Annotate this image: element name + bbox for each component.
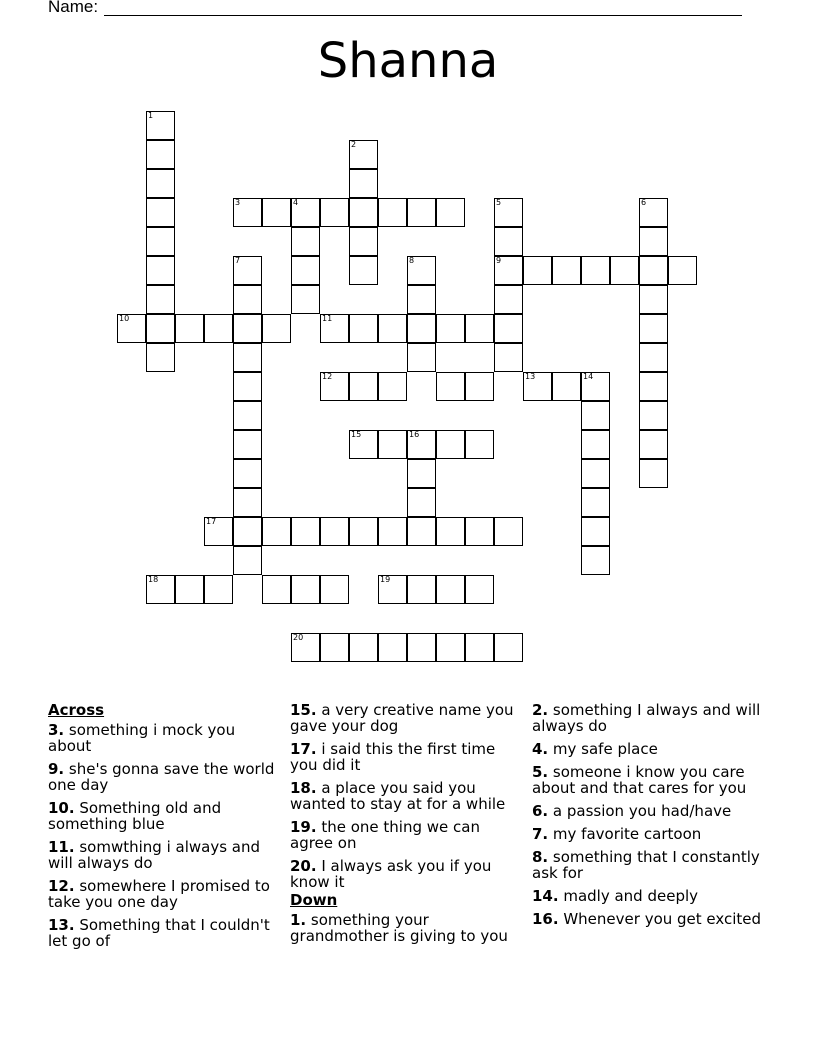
crossword-cell[interactable] bbox=[320, 198, 349, 227]
crossword-cell[interactable] bbox=[349, 372, 378, 401]
crossword-cell[interactable] bbox=[581, 430, 610, 459]
clue bbox=[48, 761, 278, 793]
crossword-cell[interactable] bbox=[639, 227, 668, 256]
crossword-cell[interactable] bbox=[436, 430, 465, 459]
crossword-cell[interactable] bbox=[494, 633, 523, 662]
clue-number: 3. bbox=[48, 721, 65, 739]
crossword-cell[interactable] bbox=[146, 111, 175, 140]
clues-column-middle bbox=[290, 702, 520, 951]
crossword-cell[interactable] bbox=[262, 517, 291, 546]
crossword-cell[interactable] bbox=[262, 314, 291, 343]
clue bbox=[290, 858, 520, 890]
crossword-cell[interactable] bbox=[523, 372, 552, 401]
crossword-cell[interactable] bbox=[233, 285, 262, 314]
crossword-cell[interactable] bbox=[378, 633, 407, 662]
crossword-cell[interactable] bbox=[465, 575, 494, 604]
crossword-cell[interactable] bbox=[175, 575, 204, 604]
crossword-cell[interactable] bbox=[233, 372, 262, 401]
crossword-cell[interactable] bbox=[639, 285, 668, 314]
clue-text: somwthing i always and will always do bbox=[48, 838, 261, 872]
clue bbox=[48, 878, 278, 910]
crossword-cell[interactable] bbox=[581, 459, 610, 488]
clue-text: something i mock you about bbox=[48, 721, 236, 755]
cell-number: 7 bbox=[235, 256, 241, 265]
crossword-cell[interactable] bbox=[146, 343, 175, 372]
crossword-cell[interactable] bbox=[117, 314, 146, 343]
crossword-cell[interactable] bbox=[552, 256, 581, 285]
crossword-cell[interactable] bbox=[233, 459, 262, 488]
clues-column-left bbox=[48, 702, 278, 956]
crossword-cell[interactable] bbox=[639, 198, 668, 227]
clue bbox=[48, 722, 278, 754]
clues-column-right bbox=[532, 702, 762, 934]
crossword-cell[interactable] bbox=[146, 169, 175, 198]
crossword-cell[interactable] bbox=[349, 169, 378, 198]
cell-number: 16 bbox=[409, 430, 420, 439]
crossword-cell[interactable] bbox=[581, 256, 610, 285]
clue-text: she's gonna save the world one day bbox=[48, 760, 275, 794]
crossword-cell[interactable] bbox=[233, 517, 262, 546]
crossword-cell[interactable] bbox=[291, 198, 320, 227]
clue-number: 4. bbox=[532, 740, 549, 758]
crossword-cell[interactable] bbox=[407, 343, 436, 372]
cell-number: 17 bbox=[206, 517, 217, 526]
down-heading: Down bbox=[290, 891, 338, 909]
clue-number: 16. bbox=[532, 910, 559, 928]
cell-number: 9 bbox=[496, 256, 502, 265]
cell-number: 10 bbox=[119, 314, 130, 323]
clue-text: I always ask you if you know it bbox=[290, 857, 492, 891]
clue-number: 18. bbox=[290, 779, 317, 797]
crossword-cell[interactable] bbox=[291, 517, 320, 546]
crossword-cell[interactable] bbox=[233, 488, 262, 517]
crossword-cell[interactable] bbox=[494, 314, 523, 343]
across-heading: Across bbox=[48, 701, 105, 719]
down-clue-list bbox=[290, 912, 520, 944]
crossword-cell[interactable] bbox=[494, 343, 523, 372]
clue bbox=[48, 917, 278, 949]
crossword-cell[interactable] bbox=[349, 633, 378, 662]
clue bbox=[532, 888, 762, 904]
crossword-cell[interactable] bbox=[233, 198, 262, 227]
clue-text: the one thing we can agree on bbox=[290, 818, 480, 852]
crossword-cell[interactable] bbox=[262, 198, 291, 227]
clue-text: madly and deeply bbox=[558, 887, 699, 905]
clue-text: my safe place bbox=[548, 740, 658, 758]
clue bbox=[48, 839, 278, 871]
crossword-cell[interactable] bbox=[349, 227, 378, 256]
crossword-cell[interactable] bbox=[204, 575, 233, 604]
crossword-cell[interactable] bbox=[349, 140, 378, 169]
clue-text: something that I constantly ask for bbox=[532, 848, 760, 882]
cell-number: 11 bbox=[322, 314, 333, 323]
crossword-cell[interactable] bbox=[610, 256, 639, 285]
crossword-cell[interactable] bbox=[639, 401, 668, 430]
cell-number: 1 bbox=[148, 111, 154, 120]
crossword-cell[interactable] bbox=[175, 314, 204, 343]
clue-text: something I always and will always do bbox=[532, 701, 761, 735]
crossword-cell[interactable] bbox=[378, 430, 407, 459]
clue-text: a very creative name you gave your dog bbox=[290, 701, 514, 735]
crossword-cell[interactable] bbox=[378, 517, 407, 546]
crossword-cell[interactable] bbox=[494, 285, 523, 314]
clue bbox=[290, 780, 520, 812]
crossword-cell[interactable] bbox=[378, 198, 407, 227]
crossword-cell[interactable] bbox=[320, 517, 349, 546]
cell-number: 19 bbox=[380, 575, 391, 584]
crossword-cell[interactable] bbox=[407, 575, 436, 604]
cell-number: 14 bbox=[583, 372, 594, 381]
across-clue-list bbox=[48, 722, 278, 949]
crossword-cell[interactable] bbox=[668, 256, 697, 285]
name-label: Name: bbox=[48, 0, 99, 16]
clue-number: 17. bbox=[290, 740, 317, 758]
clue-text: somewhere I promised to take you one day bbox=[48, 877, 270, 911]
crossword-cell[interactable] bbox=[581, 546, 610, 575]
cell-number: 3 bbox=[235, 198, 241, 207]
clue bbox=[532, 741, 762, 757]
clue-number: 19. bbox=[290, 818, 317, 836]
across-clue-list-continued bbox=[290, 702, 520, 890]
clue-text: Something that I couldn't let go of bbox=[48, 916, 270, 950]
crossword-cell[interactable] bbox=[552, 372, 581, 401]
clue-number: 9. bbox=[48, 760, 65, 778]
crossword-cell[interactable] bbox=[262, 575, 291, 604]
crossword-cell[interactable] bbox=[407, 488, 436, 517]
crossword-cell[interactable] bbox=[146, 285, 175, 314]
crossword-cell[interactable] bbox=[436, 633, 465, 662]
crossword-cell[interactable] bbox=[146, 314, 175, 343]
crossword-cell[interactable] bbox=[581, 488, 610, 517]
crossword-cell[interactable] bbox=[639, 343, 668, 372]
clue bbox=[48, 800, 278, 832]
crossword-cell[interactable] bbox=[146, 140, 175, 169]
crossword-cell[interactable] bbox=[146, 575, 175, 604]
crossword-cell[interactable] bbox=[436, 198, 465, 227]
crossword-cell[interactable] bbox=[204, 314, 233, 343]
crossword-cell[interactable] bbox=[233, 546, 262, 575]
crossword-cell[interactable] bbox=[320, 633, 349, 662]
crossword-cell[interactable] bbox=[639, 314, 668, 343]
cell-number: 4 bbox=[293, 198, 299, 207]
crossword-cell[interactable] bbox=[291, 285, 320, 314]
crossword-cell[interactable] bbox=[581, 401, 610, 430]
down-clue-list-continued bbox=[532, 702, 762, 927]
clue bbox=[290, 819, 520, 851]
clue-number: 11. bbox=[48, 838, 75, 856]
crossword-cell[interactable] bbox=[204, 517, 233, 546]
clue bbox=[290, 702, 520, 734]
crossword-cell[interactable] bbox=[407, 633, 436, 662]
clue-text: a place you said you wanted to stay at for a while bbox=[290, 779, 506, 813]
clue-number: 6. bbox=[532, 802, 549, 820]
clue-number: 7. bbox=[532, 825, 549, 843]
cell-number: 20 bbox=[293, 633, 304, 642]
crossword-cell[interactable] bbox=[494, 517, 523, 546]
cell-number: 15 bbox=[351, 430, 362, 439]
crossword-cell[interactable] bbox=[233, 430, 262, 459]
cell-number: 6 bbox=[641, 198, 647, 207]
crossword-cell[interactable] bbox=[233, 256, 262, 285]
cell-number: 2 bbox=[351, 140, 357, 149]
crossword-cell[interactable] bbox=[639, 430, 668, 459]
crossword-cell[interactable] bbox=[436, 517, 465, 546]
crossword-cell[interactable] bbox=[291, 227, 320, 256]
crossword-cell[interactable] bbox=[233, 343, 262, 372]
crossword-cell[interactable] bbox=[581, 372, 610, 401]
clue-number: 20. bbox=[290, 857, 317, 875]
clue-number: 10. bbox=[48, 799, 75, 817]
clue bbox=[532, 849, 762, 881]
clue-text: Whenever you get excited bbox=[558, 910, 762, 928]
clue-number: 8. bbox=[532, 848, 549, 866]
clue bbox=[532, 803, 762, 819]
crossword-cell[interactable] bbox=[465, 430, 494, 459]
crossword-cell[interactable] bbox=[146, 198, 175, 227]
clue-number: 15. bbox=[290, 701, 317, 719]
clue bbox=[290, 912, 520, 944]
cell-number: 13 bbox=[525, 372, 536, 381]
crossword-cell[interactable] bbox=[349, 314, 378, 343]
crossword-cell[interactable] bbox=[436, 575, 465, 604]
crossword-cell[interactable] bbox=[349, 256, 378, 285]
crossword-cell[interactable] bbox=[407, 198, 436, 227]
crossword-cell[interactable] bbox=[407, 314, 436, 343]
clue bbox=[532, 911, 762, 927]
crossword-cell[interactable] bbox=[407, 517, 436, 546]
crossword-cell[interactable] bbox=[291, 633, 320, 662]
crossword-cell[interactable] bbox=[581, 517, 610, 546]
clue-text: someone i know you care about and that cares for you bbox=[532, 763, 747, 797]
cell-number: 5 bbox=[496, 198, 502, 207]
clue-number: 1. bbox=[290, 911, 307, 929]
clue-text: a passion you had/have bbox=[548, 802, 732, 820]
clue bbox=[290, 741, 520, 773]
crossword-cell[interactable] bbox=[436, 314, 465, 343]
crossword-cell[interactable] bbox=[465, 372, 494, 401]
clue-number: 14. bbox=[532, 887, 559, 905]
clue bbox=[532, 764, 762, 796]
crossword-cell[interactable] bbox=[407, 285, 436, 314]
crossword-cell[interactable] bbox=[320, 575, 349, 604]
crossword-cell[interactable] bbox=[639, 459, 668, 488]
crossword-cell[interactable] bbox=[465, 314, 494, 343]
cell-number: 12 bbox=[322, 372, 333, 381]
crossword-cell[interactable] bbox=[146, 227, 175, 256]
crossword-cell[interactable] bbox=[407, 256, 436, 285]
crossword-cell[interactable] bbox=[349, 198, 378, 227]
crossword-cell[interactable] bbox=[233, 314, 262, 343]
clue-number: 2. bbox=[532, 701, 549, 719]
clue-text: my favorite cartoon bbox=[548, 825, 702, 843]
crossword-cell[interactable] bbox=[349, 430, 378, 459]
clue-number: 5. bbox=[532, 763, 549, 781]
clue-text: i said this the first time you did it bbox=[290, 740, 496, 774]
clue bbox=[532, 702, 762, 734]
crossword-cell[interactable] bbox=[407, 430, 436, 459]
clue-number: 12. bbox=[48, 877, 75, 895]
crossword-cell[interactable] bbox=[494, 256, 523, 285]
crossword-cell[interactable] bbox=[378, 314, 407, 343]
crossword-cell[interactable] bbox=[494, 198, 523, 227]
crossword-cell[interactable] bbox=[378, 575, 407, 604]
page-title: Shanna bbox=[317, 33, 499, 89]
clue bbox=[532, 826, 762, 842]
crossword-cell[interactable] bbox=[465, 633, 494, 662]
crossword-cell[interactable] bbox=[233, 401, 262, 430]
crossword-cell[interactable] bbox=[407, 459, 436, 488]
crossword-cell[interactable] bbox=[146, 256, 175, 285]
crossword-cell[interactable] bbox=[291, 575, 320, 604]
cell-number: 8 bbox=[409, 256, 415, 265]
crossword-cell[interactable] bbox=[639, 256, 668, 285]
crossword-cell[interactable] bbox=[291, 256, 320, 285]
crossword-cell[interactable] bbox=[465, 517, 494, 546]
crossword-cell[interactable] bbox=[523, 256, 552, 285]
crossword-cell[interactable] bbox=[436, 372, 465, 401]
crossword-cell[interactable] bbox=[320, 372, 349, 401]
crossword-cell[interactable] bbox=[349, 517, 378, 546]
crossword-cell[interactable] bbox=[639, 372, 668, 401]
clue-text: something your grandmother is giving to you bbox=[290, 911, 508, 945]
crossword-cell[interactable] bbox=[320, 314, 349, 343]
clue-text: Something old and something blue bbox=[48, 799, 222, 833]
crossword-cell[interactable] bbox=[494, 227, 523, 256]
clue-number: 13. bbox=[48, 916, 75, 934]
cell-number: 18 bbox=[148, 575, 159, 584]
crossword-cell[interactable] bbox=[378, 372, 407, 401]
